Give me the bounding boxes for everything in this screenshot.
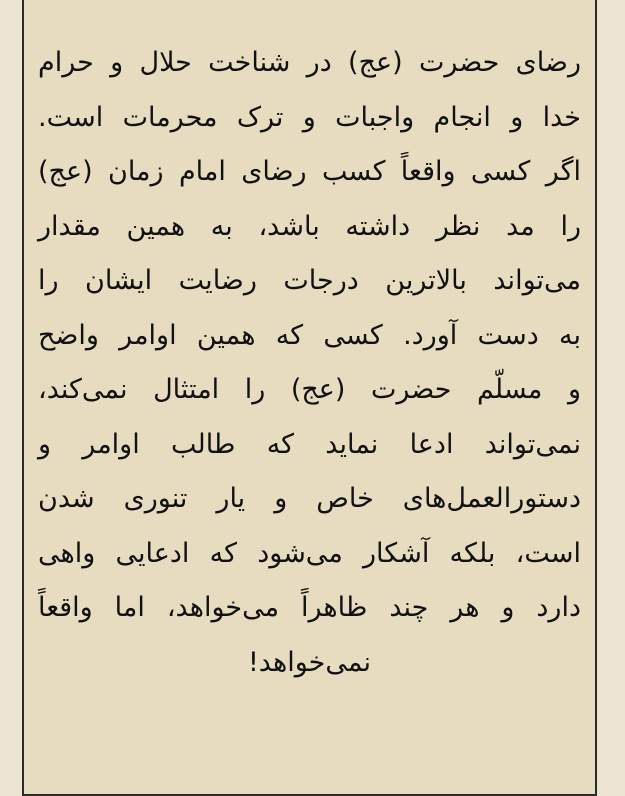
text-line: دارد و هر چند ظاهراً می‌خواهد، اما واقعاً: [38, 592, 581, 623]
text-line: رضای حضرت (عج) در شناخت حلال و حرام: [38, 47, 581, 78]
text-line: نمی‌تواند ادعا نماید که طالب اوامر و: [38, 428, 581, 460]
text-line: و مسلّم حضرت (عج) را امتثال نمی‌کند،: [38, 374, 581, 405]
text-line: را مد نظر داشته باشد، به همین مقدار: [38, 210, 581, 242]
text-line: دستورالعمل‌های خاص و یار تنوری شدن: [38, 483, 581, 514]
text-line: است، بلکه آشکار می‌شود که ادعایی واهی: [38, 537, 581, 569]
text-line-last: نمی‌خواهد!: [247, 646, 371, 678]
text-line: اگر کسی واقعاً کسب رضای امام زمان (عج): [38, 156, 581, 187]
body-paragraph: [38, 36, 581, 690]
text-line: خدا و انجام واجبات و ترک محرمات است.: [38, 101, 581, 133]
text-line: می‌تواند بالاترین درجات رضایت ایشان را: [38, 265, 581, 296]
text-line: به دست آورد. کسی که همین اوامر واضح: [38, 319, 581, 351]
text-card: [22, 0, 597, 796]
